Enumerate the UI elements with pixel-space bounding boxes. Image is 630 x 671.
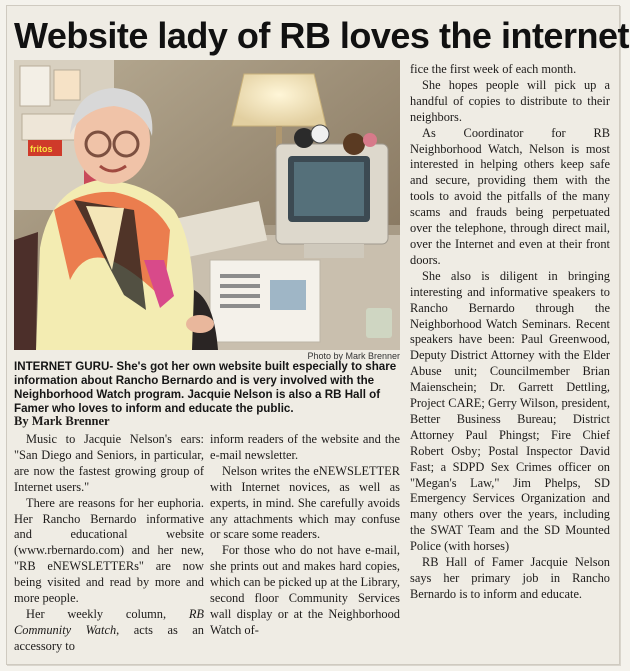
article-column-2 [210,432,400,639]
paragraph: She hopes people will pick up a handful of copies to distribute to their neighbors. [410,77,610,124]
paragraph: For those who do not have e-mail, she prints out and makes hard copies, which can be picked up at the Library, second floor Community Services wall display or at the Neighborhood Watch of- [210,543,400,637]
paragraph: She also is diligent in bringing interesting and informative speakers to Rancho Bernardo through the Neighborhood Watch Seminars. Recent speakers have been: Paul Greenwood, Deputy District Attorney with the Elder Abuse unit; Councilmember Brian Maienschein; Dr. Garrett Dettling, Project CARE; Gerry Wilson, president, Better Business Bureau; District Attorney Paul Phingst; Fire Chief Robert Osby; Postal Inspector David Fast; a SDPD Sex Crimes officer on "Megan's Law," Jim Phelps, SD Emergency Services Organization and many others over the years, including the SWAT Team and the SD Mounted Police (with horses) [410,268,610,554]
text-run: Her weekly column, [26,606,189,621]
article-column-1 [14,432,204,655]
headline: Website lady of RB loves the internet [14,15,629,56]
paragraph: There are reasons for her euphoria. Her Rancho Bernardo informative and educational website (www.rbernardo.com) and her new, "RB eNEWSLETTERs" are now being visited and read by more and more people. [14,495,204,606]
paragraph: As Coordinator for RB Neighborhood Watch, Nelson is most interested in helping others keep safe and secure, providing them with the tools to avoid the pitfalls of the many scams and frauds being perpetuated over the telephone, through direct mail, over the Internet and even at their front doors. [410,125,610,267]
article-column-3 [410,62,610,603]
monitor-sticker: fritos [30,144,53,154]
article-photo [14,60,400,350]
paragraph [14,607,204,655]
caption-lead: INTERNET GURU- [14,360,114,373]
paragraph: RB Hall of Famer Jacquie Nelson says her primary job in Rancho Bernardo is to inform and educate. [410,555,610,601]
text-run: , acts as an accessory to [14,622,204,653]
paragraph: Nelson writes the eNEWSLETTER with Internet novices, as well as experts, in mind. She carefully avoids any attachments which may confuse or scare some readers. [210,463,400,542]
photo-caption [14,360,400,416]
photo-credit: Photo by Mark Brenner [307,351,400,361]
paragraph: fice the first week of each month. [410,62,577,76]
paragraph: inform readers of the website and the e-mail newsletter. [210,432,400,462]
column-name: RB Community Watch [14,606,204,637]
paragraph: Music to Jacquie Nelson's ears: "San Diego and Seniors, in particular, are now the fastest growing group of Internet users." [14,432,204,494]
caption-text: She's got her own website built especially to share information about Rancho Bernardo and is very involved with the Neighborhood Watch program. Jacquie Nelson is also a RB Hall of Famer who loves to inform and educate the public. [14,360,397,415]
byline: By Mark Brenner [14,414,110,428]
